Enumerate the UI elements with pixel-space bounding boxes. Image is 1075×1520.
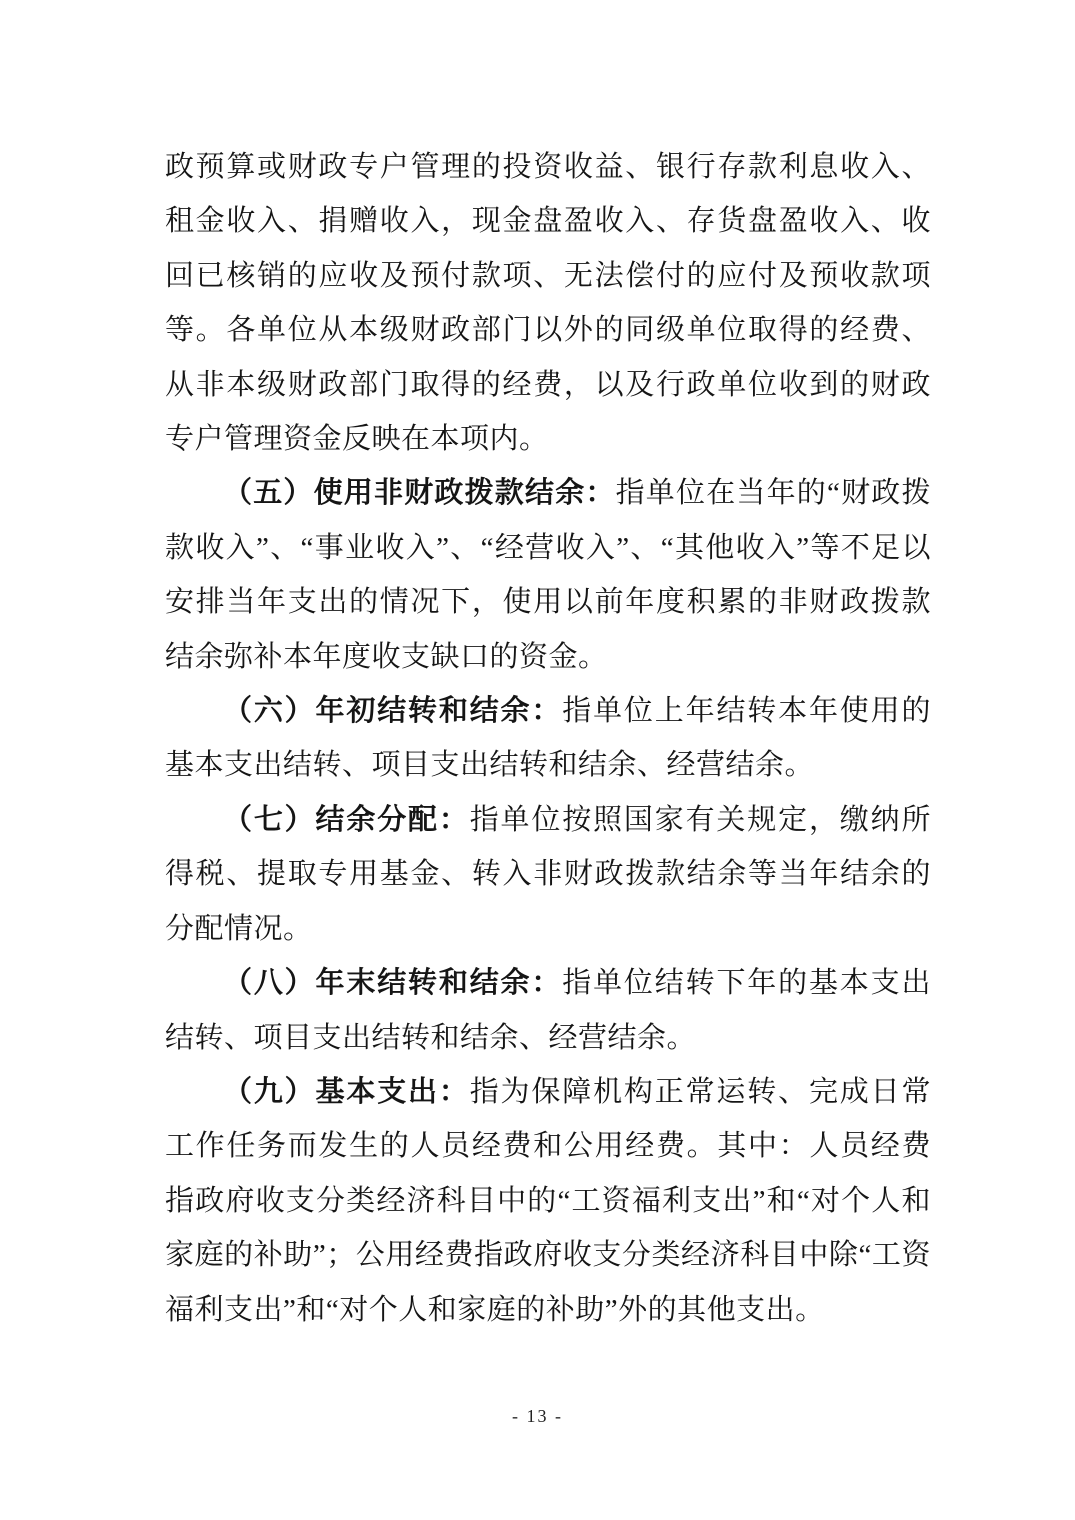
paragraph-body: 指单位按照国家有关规定，缴纳所得税、提取专用基金、转入非财政拨款结余等当年结余的分配情况。 xyxy=(165,803,931,945)
paragraph-body: 指单位在当年的“财政拨款收入”、“事业收入”、“经营收入”、“其他收入”等不足以安排当年支出的情况下，使用以前年度积累的非财政拨款结余弥补本年度收支缺口的资金。 xyxy=(165,477,931,673)
paragraph-body: 指单位结转下年的基本支出结转、项目支出结转和结余、经营结余。 xyxy=(165,967,931,1054)
paragraph-body: 政预算或财政专户管理的投资收益、银行存款利息收入、租金收入、捐赠收入，现金盘盈收入、存货盘盈收入、收回已核销的应收及预付款项、无法偿付的应付及预收款项等。各单位从本级财政部门以外的同级单位取得的经费、从非本级财政部门取得的经费，以及行政单位收到的财政专户管理资金反映在本项内。 xyxy=(165,151,931,456)
paragraph-heading: （七）结余分配： xyxy=(223,803,470,836)
paragraph-heading: （六）年初结转和结余： xyxy=(223,695,563,728)
paragraph-item-9 xyxy=(165,1065,931,1337)
paragraph-item-5 xyxy=(165,466,931,684)
paragraph-item-8 xyxy=(165,956,931,1065)
paragraph-body: 指单位上年结转本年使用的基本支出结转、项目支出结转和结余、经营结余。 xyxy=(165,695,931,782)
paragraph-item-6 xyxy=(165,684,931,793)
paragraph-heading: （八）年末结转和结余： xyxy=(223,967,563,1000)
document-body xyxy=(165,140,931,1337)
paragraph-heading: （五）使用非财政拨款结余： xyxy=(223,477,616,510)
paragraph-item-7 xyxy=(165,793,931,956)
page-number: - 13 - xyxy=(512,1406,563,1426)
paragraph-heading: （九）基本支出： xyxy=(223,1075,470,1108)
paragraph-continuation xyxy=(165,140,931,466)
paragraph-body: 指为保障机构正常运转、完成日常工作任务而发生的人员经费和公用经费。其中：人员经费指政府收支分类经济科目中的“工资福利支出”和“对个人和家庭的补助”；公用经费指政府收支分类经济科目中除“工资福利支出”和“对个人和家庭的补助”外的其他支出。 xyxy=(165,1075,931,1326)
